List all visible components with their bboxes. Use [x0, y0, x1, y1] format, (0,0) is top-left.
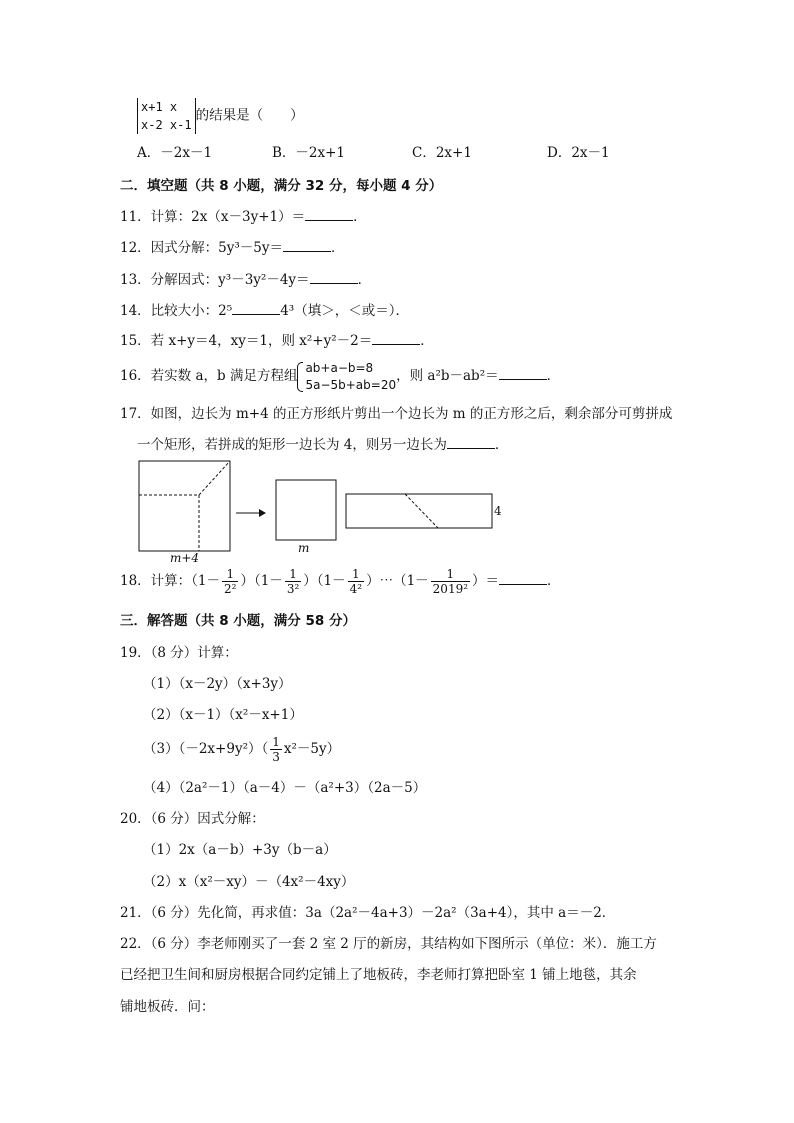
small-square [276, 480, 336, 540]
q22-line-3: 铺地板砖．问： [120, 999, 215, 1015]
label-m-plus-4: m+4 [170, 551, 200, 565]
q21: 21．（6 分）先化简，再求值：3a（2a²－4a+3）－2a²（3a+4），其中 a＝－2． [120, 905, 616, 921]
section-2-heading: 二．填空题（共 8 小题，满分 32 分，每小题 4 分） [120, 178, 443, 194]
q14: 14．比较大小：2⁵ 4³（填＞，＜或＝）． [120, 303, 409, 319]
answer-blank[interactable] [310, 270, 358, 284]
answer-blank[interactable] [283, 238, 331, 252]
large-square [139, 461, 230, 551]
label-4: 4 [494, 504, 502, 518]
q15: 15．若 x+y＝4，xy＝1，则 x²+y²－2＝ ． [120, 333, 434, 349]
answer-blank[interactable] [499, 571, 547, 585]
q19-part-1: （1）（x－2y）（x+3y） [143, 676, 292, 692]
answer-blank[interactable] [372, 331, 420, 345]
q10-stem: x+1 x x-2 x-1 的结果是（ ） [137, 98, 304, 134]
q11: 11．计算：2x（x－3y+1）＝ ． [120, 209, 367, 225]
arrow-head [259, 509, 266, 517]
cut-line [405, 494, 438, 528]
rectangle [346, 494, 492, 528]
q20-part-2: （2）x（x²－xy）－（4x²－4xy） [143, 874, 355, 890]
q19-heading: 19．（8 分）计算： [120, 645, 238, 661]
answer-blank[interactable] [447, 435, 495, 449]
q17-figure [135, 458, 505, 558]
q10-option-c: C．2x+1 [412, 145, 472, 161]
fraction: $\frac{1}{\text{2019²}}$ [432, 567, 469, 596]
label-m: m [298, 541, 310, 555]
fraction: $\frac{1}{\text{2²}}$ [224, 567, 237, 596]
equation-system: ab+a−b=8 5a−5b+ab=20 [297, 360, 396, 394]
q17-line-2: 一个矩形，若拼成的矩形一边长为 4，则另一边长为 ． [137, 437, 509, 453]
fraction: $\frac{1}{\text{3²}}$ [286, 567, 300, 596]
q10-option-d: D．2x－1 [547, 145, 610, 161]
q18: 18．计算：（1－ $\frac{1}{\text{2²}}$ ）（1－ $\frac{1}{\text{3²}}$ ）（1－ $\frac{1}{\text{4²}}$ ）⋯（1－ $\frac{1}{\text{2019²}}$ ）＝ ． [120, 567, 561, 596]
answer-blank[interactable] [499, 366, 547, 380]
q19-part-3: （3）（－2x+9y²）（ $\frac{1}{3}$ x²－5y） [143, 735, 341, 764]
q20-heading: 20．（6 分）因式分解： [120, 811, 265, 827]
q22-line-2: 已经把卫生间和厨房根据合同约定铺上了地板砖，李老师打算把卧室 1 铺上地毯，其余 [120, 967, 637, 983]
q20-part-1: （1）2x（a－b）+3y（b－a） [143, 842, 337, 858]
q22-line-1: 22．（6 分）李老师刚买了一套 2 室 2 厅的新房，其结构如下图所示（单位：米）．施工方 [120, 936, 657, 952]
q19-part-2: （2）（x－1）（x²－x+1） [143, 707, 303, 723]
q13: 13．分解因式：y³－3y²－4y＝ ． [120, 272, 372, 288]
q10-option-b: B．－2x+1 [272, 145, 346, 161]
fraction: $\frac{1}{\text{4²}}$ [349, 567, 363, 596]
q19-part-4: （4）（2a²－1）（a－4）－（a²+3）（2a－5） [143, 780, 427, 796]
q12: 12．因式分解：5y³－5y＝ ． [120, 240, 345, 256]
q10-option-a: A．－2x－1 [137, 145, 213, 161]
determinant: x+1 x x-2 x-1 [137, 98, 196, 134]
fraction: $\frac{1}{3}$ [272, 735, 280, 764]
q16: 16．若实数 a，b 满足方程组 ab+a−b=8 5a−5b+ab=20 ，则 a²b－ab²＝ ． [120, 360, 561, 392]
answer-blank[interactable] [232, 301, 280, 315]
q17-line-1: 17．如图，边长为 m+4 的正方形纸片剪出一个边长为 m 的正方形之后，剩余部分可剪拼成 [120, 406, 673, 422]
answer-blank[interactable] [305, 207, 353, 221]
cut-line [199, 461, 230, 495]
section-3-heading: 三．解答题（共 8 小题，满分 58 分） [120, 613, 356, 629]
